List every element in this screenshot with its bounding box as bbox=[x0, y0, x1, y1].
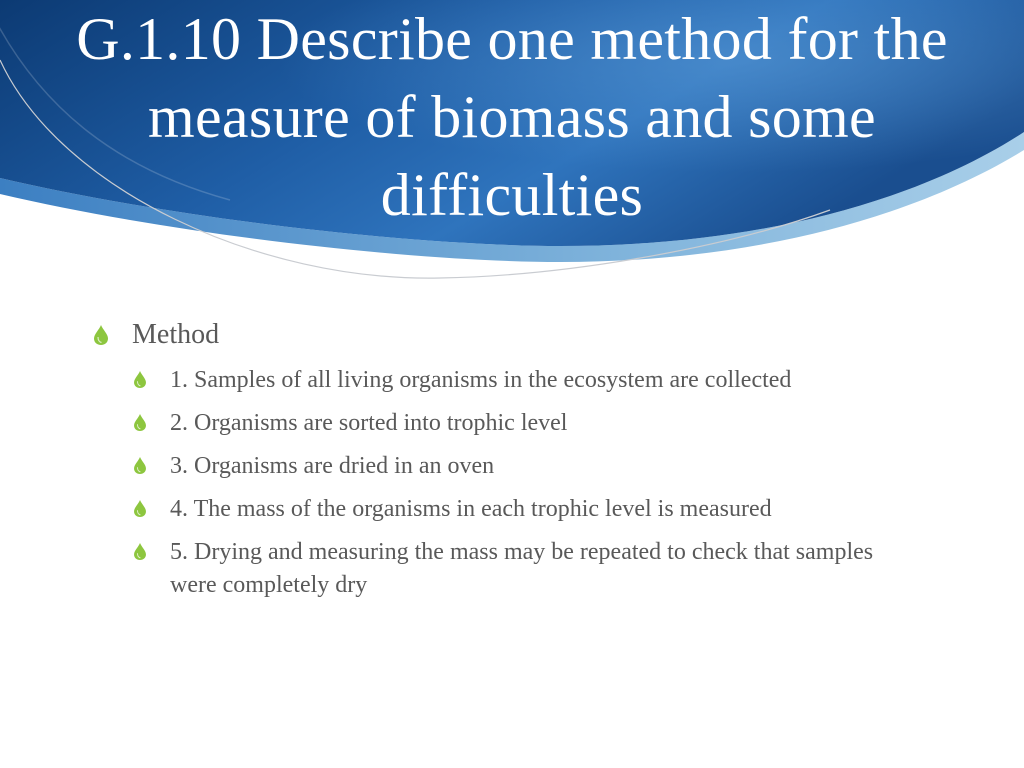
water-drop-icon bbox=[134, 371, 146, 388]
bullet-list bbox=[88, 316, 968, 612]
water-drop-icon bbox=[134, 500, 146, 517]
list-item bbox=[88, 450, 850, 483]
slide-title: G.1.10 Describe one method for the measure of biomass and some difficulties bbox=[76, 6, 948, 228]
method-label: Method bbox=[132, 319, 220, 350]
bullet-method bbox=[88, 316, 968, 354]
water-drop-icon bbox=[134, 414, 146, 431]
list-item bbox=[88, 493, 1024, 526]
step-text: 1. Samples of all living organisms in the ecosystem are collected bbox=[170, 367, 792, 393]
step-text: 2. Organisms are sorted into trophic level bbox=[170, 410, 568, 436]
list-item bbox=[88, 536, 910, 602]
list-item bbox=[88, 364, 850, 397]
water-drop-icon bbox=[134, 543, 146, 560]
step-text: 4. The mass of the organisms in each trophic level is measured bbox=[170, 496, 772, 522]
water-drop-icon bbox=[134, 457, 146, 474]
step-text: 3. Organisms are dried in an oven bbox=[170, 453, 495, 479]
water-drop-icon bbox=[94, 325, 108, 345]
list-item bbox=[88, 407, 850, 440]
step-text: 5. Drying and measuring the mass may be repeated to check that samples were completely dry bbox=[170, 539, 874, 598]
